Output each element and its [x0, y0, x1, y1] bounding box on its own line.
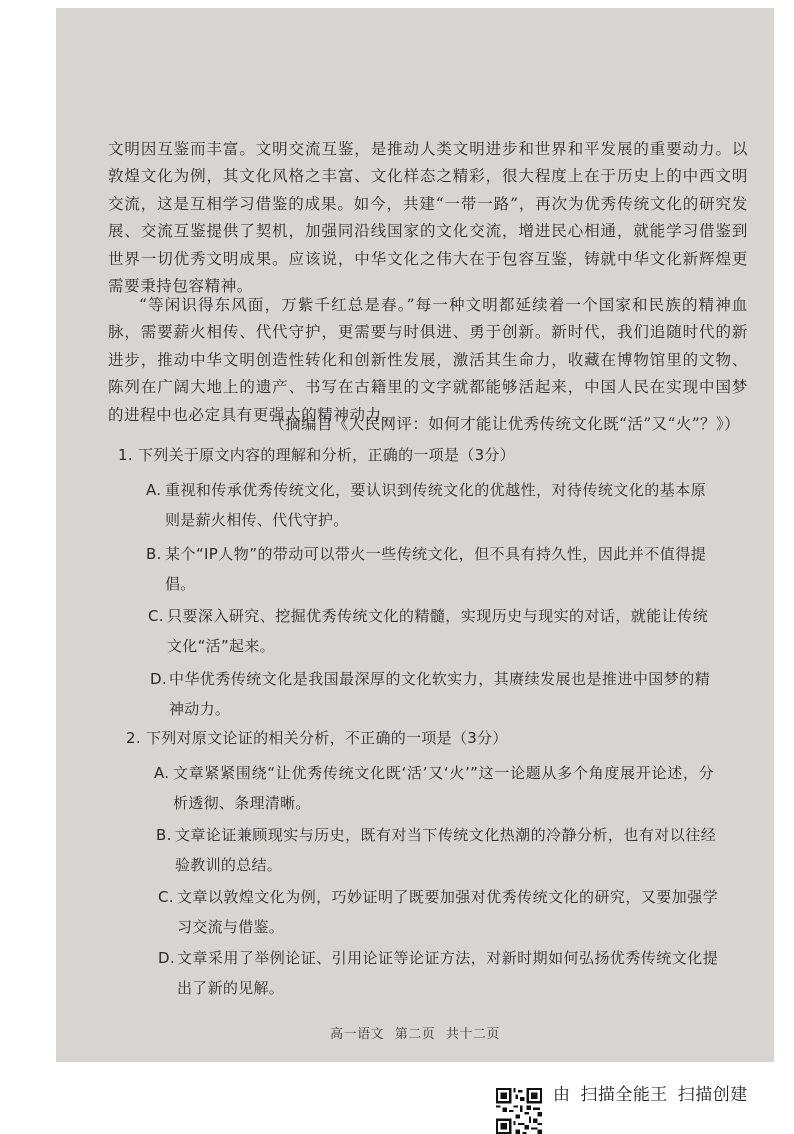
- question-2-stem: 2. 下列对原文论证的相关分析，不正确的一项是（3分）: [126, 729, 508, 747]
- question-1-option-b: [146, 539, 706, 599]
- scanned-page: [56, 8, 774, 1062]
- option-letter: D.: [150, 670, 167, 688]
- page-footer: 高一语文 第二页 共十二页: [330, 1027, 500, 1042]
- option-text: 只要深入研究、挖掘优秀传统文化的精髓，实现历史与现实的对话，就能让传统文化“活”起来。: [167, 607, 708, 655]
- exam-page: [56, 8, 774, 1062]
- option-letter: A.: [154, 764, 170, 782]
- option-text: 文章紧紧围绕“让优秀传统文化既‘活’又‘火’”这一论题从多个角度展开论述，分析透彻、条理清晰。: [173, 764, 714, 812]
- option-text: 文章以敦煌文化为例，巧妙证明了既要加强对优秀传统文化的研究，又要加强学习交流与借鉴。: [177, 888, 718, 936]
- option-letter: A.: [146, 481, 162, 499]
- option-text: 某个“IP人物”的带动可以带火一些传统文化，但不具有持久性，因此并不值得提倡。: [165, 545, 706, 593]
- option-text: 文章采用了举例论证、引用论证等论证方法，对新时期如何弘扬优秀传统文化提出了新的见解。: [177, 949, 718, 997]
- question-2-option-d: [158, 943, 718, 1003]
- question-2-option-c: [158, 882, 718, 942]
- option-text: 重视和传承优秀传统文化，要认识到传统文化的优越性，对待传统文化的基本原则是薪火相传、代代守护。: [165, 481, 706, 529]
- option-text: 文章论证兼顾现实与历史，既有对当下传统文化热潮的冷静分析，也有对以往经验教训的总结。: [175, 826, 716, 874]
- option-letter: B.: [146, 545, 162, 563]
- question-1-stem: 1. 下列关于原文内容的理解和分析，正确的一项是（3分）: [118, 446, 516, 464]
- article-paragraph-1: 文明因互鉴而丰富。文明交流互鉴，是推动人类文明进步和世界和平发展的重要动力。以敦煌文化为例，其文化风格之丰富、文化样态之精彩，很大程度上在于历史上的中西文明交流，这是互相学习借鉴的成果。如今，共建“一带一路”，再次为优秀传统文化的研究发展、交流互鉴提供了契机，加强同沿线国家的文化交流，增进民心相通，就能学习借鉴到世界一切优秀文明成果。应该说，中华文化之伟大在于包容互鉴，铸就中华文化新辉煌更需要秉持包容精神。: [108, 139, 748, 295]
- option-text: 中华优秀传统文化是我国最深厚的文化软实力，其赓续发展也是推进中国梦的精神动力。: [169, 670, 710, 718]
- question-1-option-c: [148, 601, 708, 661]
- option-letter: D.: [158, 949, 175, 967]
- question-2-option-b: [156, 820, 716, 880]
- question-1-option-d: [150, 664, 710, 724]
- article-source: （摘编自《人民网评：如何才能让优秀传统文化既“活”又“火”？》）: [269, 415, 740, 433]
- article-paragraph-2: “等闲识得东风面，万紫千红总是春。”每一种文明都延续着一个国家和民族的精神血脉，需要薪火相传、代代守护，更需要与时俱进、勇于创新。新时代，我们追随时代的新进步，推动中华文明创造性转化和创新性发展，激活其生命力，收藏在博物馆里的文物、陈列在广阔大地上的遗产、书写在古籍里的文字就都能够活起来，中国人民在实现中国梦的进程中也必定具有更强大的精神动力。: [108, 295, 748, 424]
- option-letter: B.: [156, 826, 172, 844]
- qr-code-icon: [496, 1088, 542, 1134]
- question-1-option-a: [146, 475, 706, 535]
- scanner-watermark: 由 扫描全能王 扫描创建: [553, 1085, 748, 1105]
- question-2-option-a: [154, 758, 714, 818]
- option-letter: C.: [148, 607, 164, 625]
- option-letter: C.: [158, 888, 174, 906]
